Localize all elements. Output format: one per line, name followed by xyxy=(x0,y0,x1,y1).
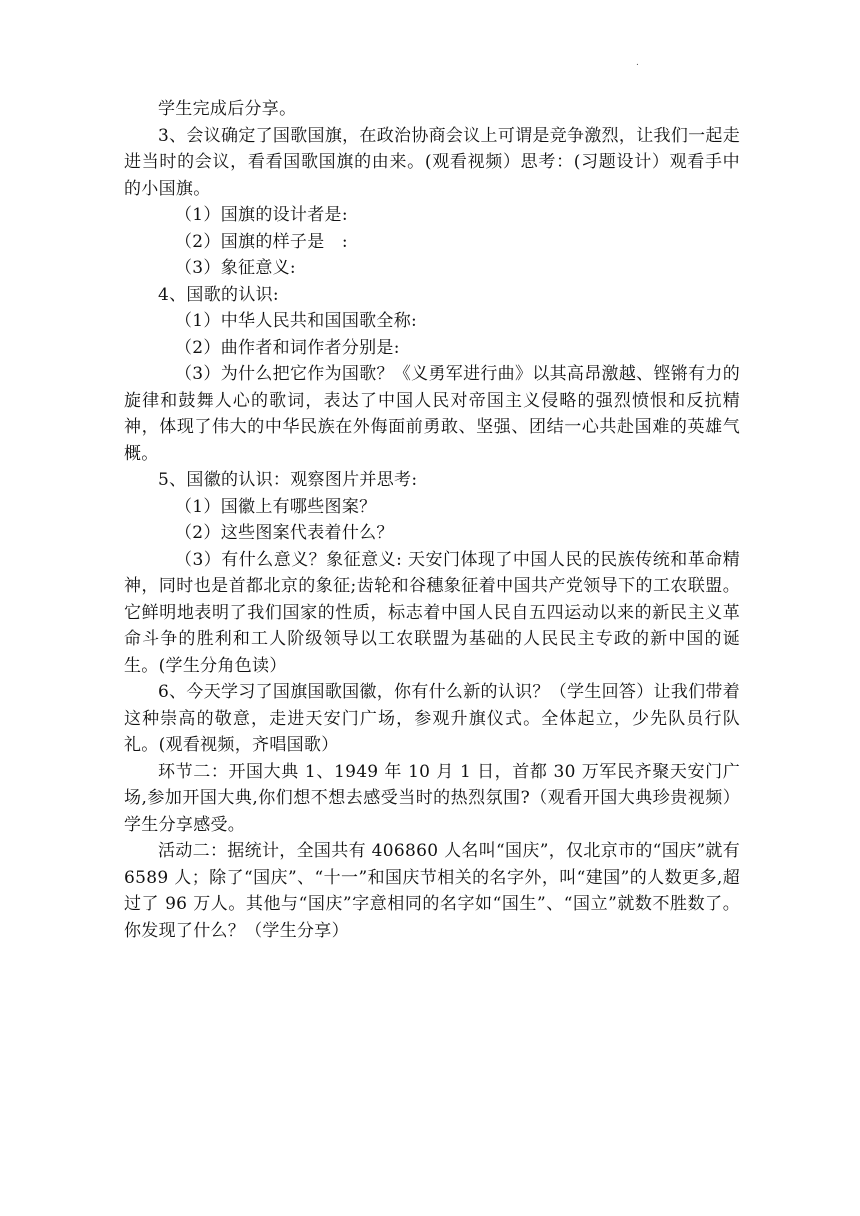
paragraph-item-4: 4、国歌的认识: xyxy=(158,284,279,305)
sub-item-flag-appearance: （2）国旗的样子是 : xyxy=(175,231,348,252)
paragraph-share: 学生完成后分享。 xyxy=(158,99,297,119)
sub-item-flag-designer: （1）国旗的设计者是: xyxy=(175,205,348,225)
sub-item-emblem-meaning: （3）有什么意义？象征意义: 天安门体现了中国人民的民族传统和革命精神，同时也是首都北京的象征;齿轮和谷穗象征着中国共产党领导下的工农联盟。它鲜明地表明了我们国家的性质，标志着中国人民自五四运动以来的新民主义革命斗争的胜利和工人阶级领导以工农联盟为基础的人民民主专政的新中国的诞生。(学生分角色读） xyxy=(124,549,740,676)
document-body xyxy=(124,96,740,944)
paragraph-section-2: 环节二：开国大典 1、1949 年 10 月 1 日，首都 30 万军民齐聚天安门广场,参加开国大典,你们想不想去感受当时的热烈氛围?（观看开国大典珍贵视频）学生分享感受。 xyxy=(124,761,740,835)
sub-item-emblem-represent: （2）这些图案代表着什么？ xyxy=(175,523,394,543)
sub-item-anthem-reason: （3）为什么把它作为国歌？《义勇军进行曲》以其高昂激越、铿锵有力的旋律和鼓舞人心的歌词，表达了中国人民对帝国主义侵略的强烈愤恨和反抗精神，体现了伟大的中华民族在外侮面前勇敢、坚强、团结一心共赴国难的英雄气概。 xyxy=(124,364,740,464)
sub-item-anthem-authors: （2）曲作者和词作者分别是: xyxy=(175,337,400,358)
sub-item-flag-meaning: （3）象征意义: xyxy=(175,258,296,278)
paragraph-item-6: 6、今天学习了国旗国歌国徽，你有什么新的认识？（学生回答）让我们带着这种崇高的敬意，走进天安门广场，参观升旗仪式。全体起立，少先队员行队礼。(观看视频，齐唱国歌） xyxy=(124,682,741,755)
paragraph-item-3: 3、会议确定了国歌国旗，在政治协商会议上可谓是竞争激烈，让我们一起走进当时的会议，看看国歌国旗的由来。(观看视频）思考：(习题设计）观看手中的小国旗。 xyxy=(124,125,741,199)
sub-item-anthem-name: （1）中华人民共和国国歌全称: xyxy=(175,311,418,331)
sub-item-emblem-patterns: （1）国徽上有哪些图案？ xyxy=(175,496,377,517)
paragraph-activity-2: 活动二：据统计，全国共有 406860 人名叫“国庆”，仅北京市的“国庆”就有 6589 人；除了“国庆”、“十一”和国庆节相关的名字外，叫“建国”的人数更多,超过了 96 万人。其他与“国庆”字意相同的名字如“国生”、“国立”就数不胜数了。你发现了什么？（学生分享） xyxy=(124,841,740,941)
paragraph-item-5: 5、国徽的认识：观察图片并思考: xyxy=(158,470,418,490)
page-marker-dot: . xyxy=(636,58,639,68)
